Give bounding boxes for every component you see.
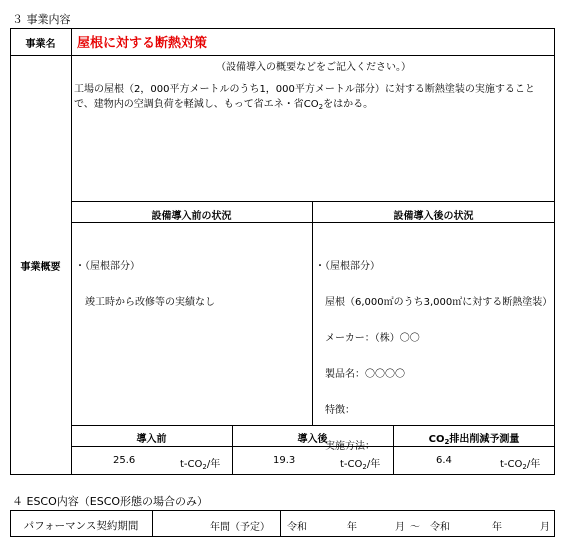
unit-sub: 2 bbox=[202, 463, 207, 471]
unit-sub: 2 bbox=[522, 463, 527, 471]
after-line: 特徴： bbox=[315, 405, 355, 416]
range-tilde: ～ bbox=[410, 522, 420, 533]
start-era: 令和 bbox=[287, 522, 307, 533]
metric-reduction-label-sub: 2 bbox=[444, 438, 450, 446]
metric-before-value[interactable]: 25.6 bbox=[113, 455, 136, 466]
overview-text[interactable] bbox=[74, 80, 554, 111]
start-year[interactable]: 年 bbox=[347, 522, 357, 533]
metric-reduction-value[interactable]: 6.4 bbox=[436, 455, 452, 466]
metric-after-unit bbox=[340, 455, 380, 471]
unit-part: /年 bbox=[206, 459, 221, 470]
overview-text-sub: 2 bbox=[318, 103, 324, 111]
end-year[interactable]: 年 bbox=[492, 522, 502, 533]
unit-part: t-CO bbox=[180, 459, 203, 470]
divider bbox=[152, 510, 153, 537]
overview-text-line-2 bbox=[74, 95, 554, 111]
divider bbox=[71, 425, 555, 426]
section-3-heading: ３ 事業内容 bbox=[12, 13, 71, 26]
end-era: 令和 bbox=[430, 522, 450, 533]
metric-before-label: 導入前 bbox=[136, 434, 167, 445]
divider bbox=[71, 446, 555, 447]
unit-part: /年 bbox=[526, 459, 541, 470]
before-content[interactable] bbox=[75, 237, 215, 321]
after-line: メーカー：（株）〇〇 bbox=[315, 333, 420, 344]
divider bbox=[312, 201, 313, 425]
after-line: 実施方法： bbox=[315, 441, 375, 452]
divider bbox=[10, 55, 555, 56]
end-month[interactable]: 月 bbox=[540, 522, 550, 533]
divider bbox=[280, 510, 281, 537]
unit-part: t-CO bbox=[500, 459, 523, 470]
project-name-value[interactable]: 屋根に対する断熱対策 bbox=[77, 36, 208, 51]
overview-text-part: で、建物内の空調負荷を軽減し、もって省エネ・省CO bbox=[74, 99, 319, 110]
unit-part: t-CO bbox=[340, 459, 363, 470]
overview-text-line-1: 工場の屋根（2，000平方メートルのうち1，000平方メートル部分）に対する断熱塗装の実施すること bbox=[74, 84, 535, 95]
divider bbox=[71, 201, 555, 202]
contract-period-label: パフォーマンス契約期間 bbox=[23, 520, 139, 532]
after-line: 屋根（6,000㎡のうち3,000㎡に対する断熱塗装） bbox=[315, 297, 553, 308]
metric-reduction-unit bbox=[500, 455, 540, 471]
section-4-heading: ４ ESCO内容（ESCO形態の場合のみ） bbox=[12, 495, 209, 508]
metric-reduction-label-part: CO bbox=[428, 434, 445, 445]
years-input[interactable]: 年間（予定） bbox=[210, 522, 270, 533]
unit-part: /年 bbox=[366, 459, 381, 470]
metric-after-value[interactable]: 19.3 bbox=[273, 455, 296, 466]
metric-before-unit bbox=[180, 455, 220, 471]
overview-label: 事業概要 bbox=[20, 262, 61, 273]
divider bbox=[71, 222, 555, 223]
metric-reduction-label bbox=[393, 430, 555, 446]
after-header: 設備導入後の状況 bbox=[393, 211, 474, 222]
before-line: 竣工時から改修等の実績なし bbox=[75, 297, 215, 308]
divider bbox=[71, 28, 72, 475]
project-name-label: 事業名 bbox=[25, 39, 56, 50]
unit-sub: 2 bbox=[362, 463, 367, 471]
start-month[interactable]: 月 bbox=[395, 522, 405, 533]
overview-text-part: をはかる。 bbox=[323, 99, 374, 110]
after-line: ・（屋根部分） bbox=[315, 261, 380, 272]
overview-hint: （設備導入の概要などをご記入ください。） bbox=[216, 62, 411, 73]
metric-reduction-label-part: 排出削減予測量 bbox=[449, 434, 520, 445]
before-line: ・（屋根部分） bbox=[75, 261, 140, 272]
before-header: 設備導入前の状況 bbox=[151, 211, 232, 222]
metric-after-label: 導入後 bbox=[297, 434, 328, 445]
after-line: 製品名：〇〇〇〇 bbox=[315, 369, 405, 380]
